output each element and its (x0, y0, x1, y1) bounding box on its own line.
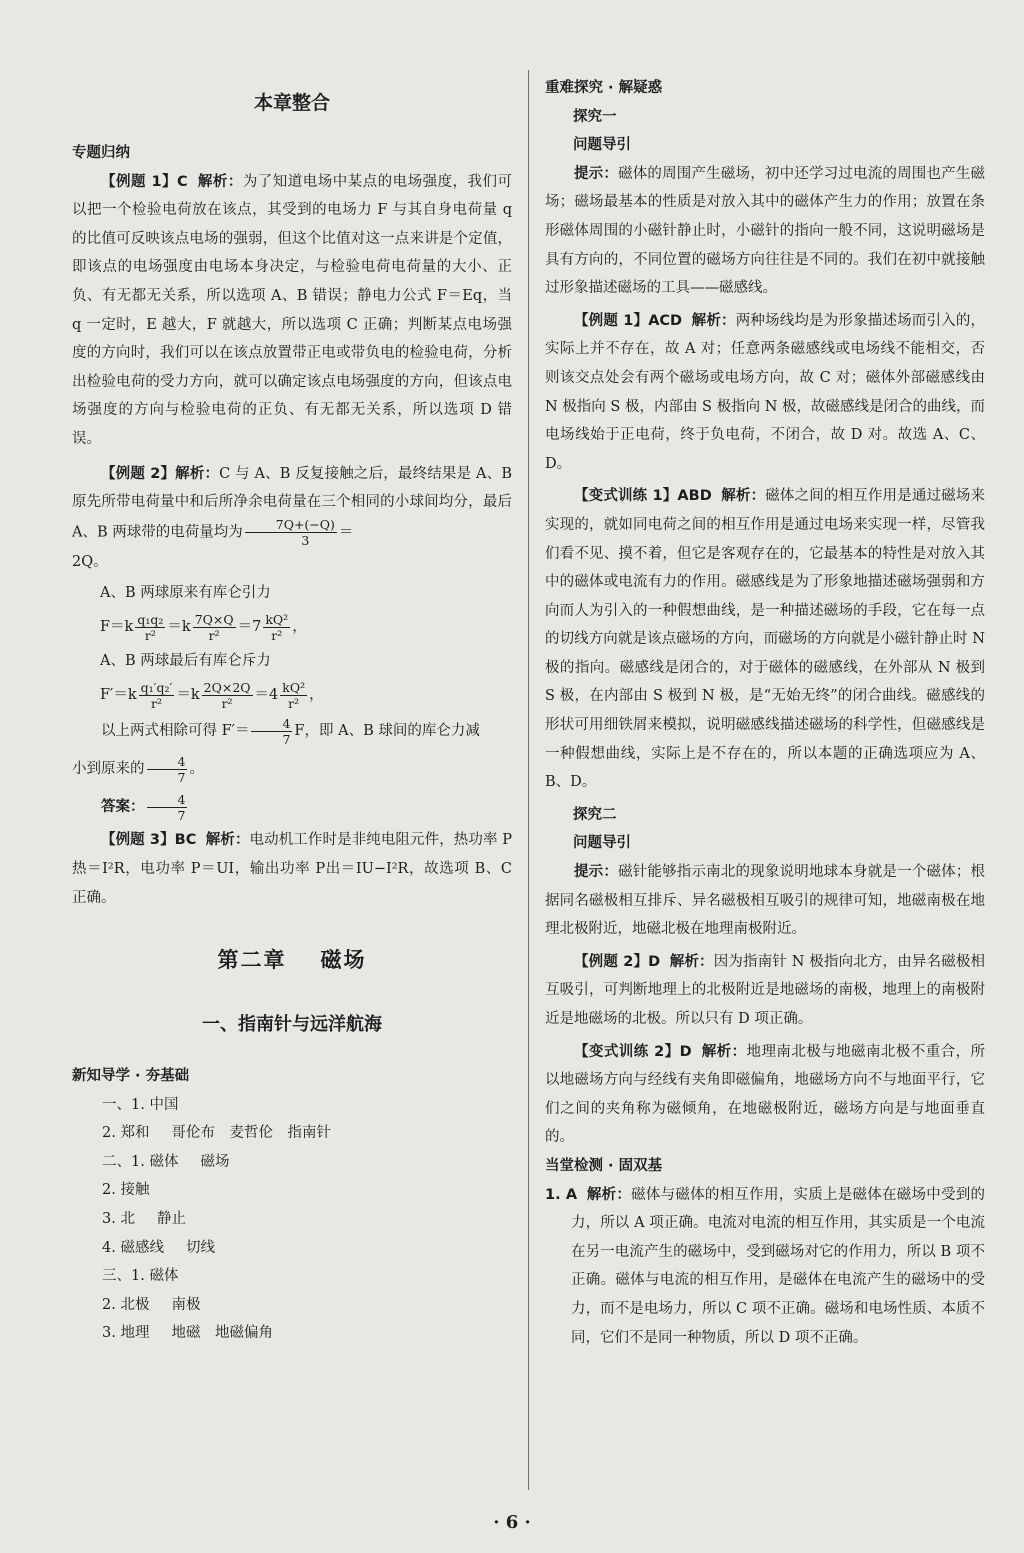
example-2-charge-fraction: $\frac{7Q+(-Q)}{3}$ (245, 517, 337, 548)
example-1-solution (72, 168, 512, 454)
list-item: 二、1. 磁体 磁场 (102, 1153, 230, 1170)
example-2-result: 2Q。 (72, 553, 108, 570)
chapter-summary-title: 本章整合 (253, 92, 330, 114)
example-2-solution: 【例题 2】解析：C 与 A、B 反复接触之后，最终结果是 A、B 原先所带电荷量中和后所净余电荷量在三个相同的小球间均分，最后 A、B 两球带的电荷量均为 $\frac{7Q+(-Q)}{3}$ ＝ 2Q。 (72, 465, 512, 570)
topic-heading: 专题归纳 (72, 145, 130, 161)
right-example-2-solution: 【例题 2】D 解析：因为指南针 N 极指向北方，由异名磁极相互吸引，可判断地理上的北极附近是地磁场的南极，地理上的南极附近是地磁场的北极。所以只有 D 项正确。 (545, 953, 986, 1027)
variant-1-solution: 【变式训练 1】ABD 解析：磁体之间的相互作用是通过磁场来实现的，就如同电荷之间的相互作用是通过电场来实现一样，尽管我们看不见、摸不着，但它是客观存在的，它最基本的特性是对放入其中的磁体或电流有力的作用。磁感线是为了形象地描述磁场强弱和方向而人为引入的一种假想曲线，是一种描述磁场的手段，它在每一点的切线方向就是该点磁场的方向，而磁场的方向就是小磁针静止时 N 极的指向。磁感线是闭合的，对于磁体的磁感线，在外部从 N 极到 S 极，在内部由 S 极到 N 极，是“无始无终”的闭合曲线。磁感线的形状可用细铁屑来模拟，说明磁感线描述磁场的科学性，但磁感线是一种假想曲线，实际上是不存在的，所以本题的正确选项应为 A、B、D。 (545, 488, 986, 791)
example-2-formula-repulsion: F′＝k $\frac{\text{q₁′q₂′}}{\text{r²}}$ ＝k $\frac{2Q\times 2Q}{\text{r²}}$ ＝4 $\frac{\text{kQ²}}{\text{r²}}$ ， (100, 679, 324, 711)
list-item: 4. 磁感线 切线 (102, 1239, 215, 1256)
example-2-formula-attraction: F＝k $\frac{\text{q₁q₂}}{\text{r²}}$ ＝k $\frac{7Q\times Q}{\text{r²}}$ ＝7 $\frac{\text{kQ²}}{\text{r²}}$ ， (100, 611, 307, 643)
example-3-tag: 【例题 3】BC (101, 832, 197, 849)
example-1-tag: 【例题 1】C (101, 173, 188, 190)
right-example-1-solution: 【例题 1】ACD 解析：两种场线均是为形象描述场而引入的，实际上并不存在，故 A 对；任意两条磁感线或电场线不能相交，否则该交点处会有两个磁场或电场方向，故 C 对；磁体外部磁感线由 N 极指向 S 极，内部由 S 极指向 N 极，故磁感线是闭合的曲线，而电场线始于正电荷，终于负电荷，不闭合，故 D 对。故选 A、C、D。 (545, 312, 986, 472)
question-1-solution: 1. A 解析：磁体与磁体的相互作用，实质上是磁体在磁场中受到的力，所以 A 项正确。电流对电流的相互作用，其实质是一个电流在另一电流产生的磁场中，受到磁场对它的作用力，所以 B 项不正确。磁体与电流的相互作用，是磁体在电流产生的磁场中的受力，而不是电场力，所以 C 项不正确。磁场和电场性质、本质不同，它们不是同一种物质，所以 D 项不正确。 (545, 1186, 986, 1346)
column-divider (528, 70, 529, 1490)
chapter-heading: 第二章 磁场 (217, 947, 367, 973)
example-2-line-a: A、B 两球原来有库仑引力 (100, 585, 271, 602)
example-3-solution (72, 826, 512, 912)
new-knowledge-heading: 新知导学 · 夯基础 (72, 1068, 190, 1085)
list-item: 3. 北 静止 (102, 1211, 186, 1228)
explore-heading: 重难探究 · 解疑惑 (545, 80, 663, 96)
page-number: · 6 · (493, 1512, 531, 1533)
right-column (545, 74, 985, 1352)
example-1-label: 解析： (197, 173, 243, 190)
guide-2-heading: 问题导引 (573, 835, 631, 852)
guide-1-heading: 问题导引 (573, 137, 631, 154)
answer-list (72, 1091, 512, 1348)
hint-1: 提示：磁体的周围产生磁场，初中还学习过电流的周围也产生磁场；磁场最基本的性质是对放入其中的磁体产生力的作用；放置在条形磁体周围的小磁针静止时，小磁针的指向一般不同，这说明磁场是具有方向的，不同位置的磁场方向往往是不同的。我们在初中就接触过形象描述磁场的工具——磁感线。 (545, 165, 986, 297)
example-3-label: 解析： (205, 832, 250, 849)
list-item: 一、1. 中国 (102, 1096, 179, 1113)
example-2-answer: 答案： $\frac{4}{7}$ (101, 791, 186, 823)
section-title: 一、指南针与远洋航海 (202, 1014, 382, 1036)
list-item: 2. 接触 (102, 1182, 150, 1199)
example-2-text: C 与 A、B 反复接触之后，最终结果是 A、B 原先所带电荷量中和后所净余电荷量在三个相同的小球间均分，最后 A、B 两球带的电荷量均为 (72, 465, 512, 541)
explore-1-heading: 探究一 (573, 108, 617, 125)
list-item: 2. 北极 南极 (102, 1296, 201, 1313)
list-item: 2. 郑和 哥伦布 麦哲伦 指南针 (102, 1125, 331, 1142)
example-3-text: 电动机工作时是非纯电阻元件，热功率 P热＝I²R，电功率 P＝UI，输出功率 P出＝IU−I²R，故选项 B、C 正确。 (72, 832, 513, 906)
hint-2: 提示：磁针能够指示南北的现象说明地球本身就是一个磁体；根据同名磁极相互排斥、异名磁极相互吸引的规律可知，地磁南极在地理北极附近，地磁北极在地理南极附近。 (545, 864, 986, 938)
example-2-conclusion: 以上两式相除可得 F′＝ $\frac{4}{7}$ F，即 A、B 球间的库仑力减 小到原来的 $\frac{4}{7}$ 。 (72, 715, 480, 785)
example-2-tag: 【例题 2】 (101, 465, 176, 482)
check-heading: 当堂检测 · 固双基 (545, 1157, 663, 1174)
list-item: 三、1. 磁体 (102, 1268, 179, 1285)
example-1-text: 为了知道电场中某点的电场强度，我们可以把一个检验电荷放在该点，其受到的电场力 F 与其自身电荷量 q 的比值可反映该点电场的强弱，但这个比值对这一点来讲是个定值，即该点的电场强度由电场本身决定，与检验电荷电荷量的大小、正负、有无都无关系，所以选项 A、B 错误；静电力公式 F＝Eq，当 q 一定时，E 越大，F 就越大，所以选项 C 正确；判断某点电场强度的方向时，我们可以在该点放置带正电或带负电的检验电荷，分析出检验电荷的受力方向，就可以确定该点电场强度的方向，但该点电场强度的方向与检验电荷的正负、有无都无关系，所以选项 D 错误。 (72, 173, 513, 447)
left-column (72, 74, 512, 1348)
list-item: 3. 地理 地磁 地磁偏角 (102, 1325, 273, 1342)
example-2-label: 解析： (175, 465, 220, 482)
variant-2-solution: 【变式训练 2】D 解析：地理南北极与地磁南北极不重合，所以地磁场方向与经线有夹角即磁偏角，地磁场方向不与地面平行，它们之间的夹角称为磁倾角，在地磁极附近，磁场方向是与地面垂直的。 (545, 1043, 986, 1146)
explore-2-heading: 探究二 (573, 806, 617, 823)
example-2-line-b: A、B 两球最后有库仑斥力 (100, 653, 271, 670)
